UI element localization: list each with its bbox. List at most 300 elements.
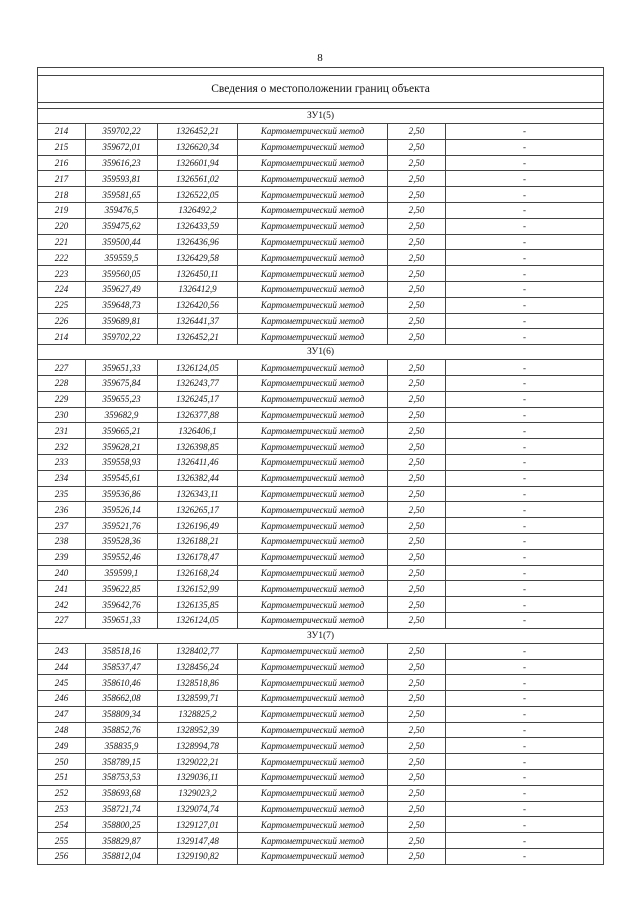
x-coordinate-cell: 358835,9 [86,738,158,754]
x-coordinate-cell: 358610,46 [86,675,158,691]
accuracy-cell: 2,50 [388,565,446,581]
x-coordinate-cell: 359651,33 [86,360,158,376]
table-row [38,675,604,691]
accuracy-cell: 2,50 [388,391,446,407]
accuracy-cell: 2,50 [388,502,446,518]
point-number-cell: 223 [38,266,86,282]
method-cell: Картометрический метод [238,754,388,770]
method-cell: Картометрический метод [238,171,388,187]
point-number-cell: 255 [38,833,86,849]
table-row [38,375,604,391]
point-number-cell: 218 [38,187,86,203]
table-row [38,612,604,628]
section-name: ЗУ1(5) [38,109,604,124]
description-cell: - [446,833,604,849]
x-coordinate-cell: 359682,9 [86,407,158,423]
point-number-cell: 246 [38,691,86,707]
table-row [38,329,604,345]
x-coordinate-cell: 359581,65 [86,187,158,203]
table-title: Сведения о местоположении границ объекта [38,76,604,103]
description-cell: - [446,313,604,329]
method-cell: Картометрический метод [238,266,388,282]
method-cell: Картометрический метод [238,281,388,297]
table-row [38,266,604,282]
description-cell: - [446,407,604,423]
y-coordinate-cell: 1326601,94 [158,155,238,171]
method-cell: Картометрический метод [238,549,388,565]
x-coordinate-cell: 359627,49 [86,281,158,297]
point-number-cell: 227 [38,612,86,628]
point-number-cell: 214 [38,124,86,140]
y-coordinate-cell: 1326441,37 [158,313,238,329]
y-coordinate-cell: 1326406,1 [158,423,238,439]
method-cell: Картометрический метод [238,313,388,329]
description-cell: - [446,470,604,486]
y-coordinate-cell: 1326452,21 [158,124,238,140]
point-number-cell: 230 [38,407,86,423]
x-coordinate-cell: 358852,76 [86,722,158,738]
point-number-cell: 236 [38,502,86,518]
section-name: ЗУ1(7) [38,628,604,643]
accuracy-cell: 2,50 [388,691,446,707]
description-cell: - [446,612,604,628]
y-coordinate-cell: 1326178,47 [158,549,238,565]
accuracy-cell: 2,50 [388,833,446,849]
method-cell: Картометрический метод [238,502,388,518]
y-coordinate-cell: 1329023,2 [158,785,238,801]
method-cell: Картометрический метод [238,218,388,234]
accuracy-cell: 2,50 [388,706,446,722]
method-cell: Картометрический метод [238,581,388,597]
accuracy-cell: 2,50 [388,659,446,675]
y-coordinate-cell: 1328599,71 [158,691,238,707]
accuracy-cell: 2,50 [388,801,446,817]
method-cell: Картометрический метод [238,849,388,865]
accuracy-cell: 2,50 [388,297,446,313]
table-row [38,454,604,470]
x-coordinate-cell: 359476,5 [86,202,158,218]
description-cell: - [446,565,604,581]
x-coordinate-cell: 359665,21 [86,423,158,439]
point-number-cell: 219 [38,202,86,218]
title-row [38,76,604,103]
table-row [38,706,604,722]
description-cell: - [446,738,604,754]
description-cell: - [446,454,604,470]
y-coordinate-cell: 1326433,59 [158,218,238,234]
method-cell: Картометрический метод [238,250,388,266]
accuracy-cell: 2,50 [388,722,446,738]
description-cell: - [446,266,604,282]
x-coordinate-cell: 359655,23 [86,391,158,407]
method-cell: Картометрический метод [238,375,388,391]
point-number-cell: 248 [38,722,86,738]
description-cell: - [446,234,604,250]
point-number-cell: 245 [38,675,86,691]
accuracy-cell: 2,50 [388,250,446,266]
method-cell: Картометрический метод [238,659,388,675]
x-coordinate-cell: 358693,68 [86,785,158,801]
description-cell: - [446,675,604,691]
table-row [38,124,604,140]
accuracy-cell: 2,50 [388,486,446,502]
method-cell: Картометрический метод [238,423,388,439]
coordinates-table [37,67,604,865]
table-row [38,518,604,534]
x-coordinate-cell: 359526,14 [86,502,158,518]
description-cell: - [446,722,604,738]
accuracy-cell: 2,50 [388,549,446,565]
method-cell: Картометрический метод [238,833,388,849]
accuracy-cell: 2,50 [388,612,446,628]
x-coordinate-cell: 359628,21 [86,439,158,455]
x-coordinate-cell: 359599,1 [86,565,158,581]
section-header-row [38,345,604,360]
point-number-cell: 232 [38,439,86,455]
point-number-cell: 227 [38,360,86,376]
description-cell: - [446,155,604,171]
method-cell: Картометрический метод [238,706,388,722]
point-number-cell: 241 [38,581,86,597]
method-cell: Картометрический метод [238,439,388,455]
point-number-cell: 214 [38,329,86,345]
method-cell: Картометрический метод [238,486,388,502]
x-coordinate-cell: 358753,53 [86,770,158,786]
point-number-cell: 228 [38,375,86,391]
method-cell: Картометрический метод [238,691,388,707]
description-cell: - [446,375,604,391]
description-cell: - [446,533,604,549]
y-coordinate-cell: 1326492,2 [158,202,238,218]
table-row [38,738,604,754]
accuracy-cell: 2,50 [388,785,446,801]
y-coordinate-cell: 1329036,11 [158,770,238,786]
table-row [38,139,604,155]
point-number-cell: 244 [38,659,86,675]
description-cell: - [446,391,604,407]
x-coordinate-cell: 359558,93 [86,454,158,470]
accuracy-cell: 2,50 [388,124,446,140]
accuracy-cell: 2,50 [388,597,446,613]
point-number-cell: 250 [38,754,86,770]
table-row [38,581,604,597]
method-cell: Картометрический метод [238,124,388,140]
y-coordinate-cell: 1326124,05 [158,612,238,628]
table-row [38,533,604,549]
description-cell: - [446,770,604,786]
method-cell: Картометрический метод [238,738,388,754]
description-cell: - [446,785,604,801]
y-coordinate-cell: 1326450,11 [158,266,238,282]
accuracy-cell: 2,50 [388,281,446,297]
table-row [38,833,604,849]
description-cell: - [446,124,604,140]
x-coordinate-cell: 359642,76 [86,597,158,613]
table-row [38,313,604,329]
y-coordinate-cell: 1326522,05 [158,187,238,203]
point-number-cell: 238 [38,533,86,549]
point-number-cell: 256 [38,849,86,865]
point-number-cell: 215 [38,139,86,155]
accuracy-cell: 2,50 [388,171,446,187]
description-cell: - [446,187,604,203]
table-row [38,502,604,518]
accuracy-cell: 2,50 [388,754,446,770]
y-coordinate-cell: 1326243,77 [158,375,238,391]
description-cell: - [446,423,604,439]
point-number-cell: 235 [38,486,86,502]
description-cell: - [446,502,604,518]
y-coordinate-cell: 1326436,96 [158,234,238,250]
x-coordinate-cell: 359536,86 [86,486,158,502]
method-cell: Картометрический метод [238,597,388,613]
y-coordinate-cell: 1328456,24 [158,659,238,675]
description-cell: - [446,486,604,502]
y-coordinate-cell: 1329190,82 [158,849,238,865]
page-number: 8 [317,52,323,64]
table-row [38,817,604,833]
accuracy-cell: 2,50 [388,187,446,203]
y-coordinate-cell: 1326412,9 [158,281,238,297]
description-cell: - [446,171,604,187]
method-cell: Картометрический метод [238,407,388,423]
point-number-cell: 252 [38,785,86,801]
method-cell: Картометрический метод [238,454,388,470]
method-cell: Картометрический метод [238,817,388,833]
method-cell: Картометрический метод [238,187,388,203]
method-cell: Картометрический метод [238,770,388,786]
table-row [38,659,604,675]
method-cell: Картометрический метод [238,643,388,659]
description-cell: - [446,754,604,770]
description-cell: - [446,297,604,313]
y-coordinate-cell: 1326124,05 [158,360,238,376]
point-number-cell: 253 [38,801,86,817]
x-coordinate-cell: 358812,04 [86,849,158,865]
method-cell: Картометрический метод [238,533,388,549]
accuracy-cell: 2,50 [388,817,446,833]
description-cell: - [446,706,604,722]
x-coordinate-cell: 359616,23 [86,155,158,171]
accuracy-cell: 2,50 [388,329,446,345]
accuracy-cell: 2,50 [388,643,446,659]
accuracy-cell: 2,50 [388,266,446,282]
accuracy-cell: 2,50 [388,218,446,234]
accuracy-cell: 2,50 [388,738,446,754]
point-number-cell: 224 [38,281,86,297]
accuracy-cell: 2,50 [388,407,446,423]
accuracy-cell: 2,50 [388,202,446,218]
y-coordinate-cell: 1326196,49 [158,518,238,534]
section-header-row [38,109,604,124]
y-coordinate-cell: 1328402,77 [158,643,238,659]
point-number-cell: 249 [38,738,86,754]
table-row [38,297,604,313]
accuracy-cell: 2,50 [388,533,446,549]
x-coordinate-cell: 359560,05 [86,266,158,282]
method-cell: Картометрический метод [238,675,388,691]
y-coordinate-cell: 1326245,17 [158,391,238,407]
y-coordinate-cell: 1326452,21 [158,329,238,345]
point-number-cell: 226 [38,313,86,329]
y-coordinate-cell: 1328825,2 [158,706,238,722]
method-cell: Картометрический метод [238,360,388,376]
table-row [38,423,604,439]
description-cell: - [446,439,604,455]
point-number-cell: 247 [38,706,86,722]
table-body [38,68,604,865]
description-cell: - [446,691,604,707]
description-cell: - [446,218,604,234]
y-coordinate-cell: 1326411,46 [158,454,238,470]
accuracy-cell: 2,50 [388,581,446,597]
accuracy-cell: 2,50 [388,139,446,155]
method-cell: Картометрический метод [238,234,388,250]
point-number-cell: 251 [38,770,86,786]
x-coordinate-cell: 359593,81 [86,171,158,187]
table-row [38,801,604,817]
method-cell: Картометрический метод [238,297,388,313]
description-cell: - [446,849,604,865]
x-coordinate-cell: 359622,85 [86,581,158,597]
table-row [38,565,604,581]
y-coordinate-cell: 1328952,39 [158,722,238,738]
method-cell: Картометрический метод [238,202,388,218]
table-row [38,407,604,423]
table-row [38,486,604,502]
description-cell: - [446,139,604,155]
x-coordinate-cell: 359648,73 [86,297,158,313]
x-coordinate-cell: 359651,33 [86,612,158,628]
method-cell: Картометрический метод [238,801,388,817]
point-number-cell: 225 [38,297,86,313]
table-row [38,643,604,659]
description-cell: - [446,518,604,534]
method-cell: Картометрический метод [238,565,388,581]
x-coordinate-cell: 358789,15 [86,754,158,770]
x-coordinate-cell: 358662,08 [86,691,158,707]
table-row [38,250,604,266]
accuracy-cell: 2,50 [388,423,446,439]
y-coordinate-cell: 1326343,11 [158,486,238,502]
method-cell: Картометрический метод [238,139,388,155]
section-header-row [38,628,604,643]
x-coordinate-cell: 359528,36 [86,533,158,549]
table-row [38,597,604,613]
accuracy-cell: 2,50 [388,439,446,455]
point-number-cell: 233 [38,454,86,470]
description-cell: - [446,329,604,345]
y-coordinate-cell: 1329127,01 [158,817,238,833]
y-coordinate-cell: 1328518,86 [158,675,238,691]
y-coordinate-cell: 1326135,85 [158,597,238,613]
accuracy-cell: 2,50 [388,675,446,691]
x-coordinate-cell: 359559,5 [86,250,158,266]
y-coordinate-cell: 1326377,88 [158,407,238,423]
point-number-cell: 254 [38,817,86,833]
method-cell: Картометрический метод [238,329,388,345]
point-number-cell: 237 [38,518,86,534]
accuracy-cell: 2,50 [388,770,446,786]
table-row [38,281,604,297]
x-coordinate-cell: 358809,34 [86,706,158,722]
y-coordinate-cell: 1326265,17 [158,502,238,518]
table-row [38,391,604,407]
table-row [38,849,604,865]
method-cell: Картометрический метод [238,470,388,486]
blank-row [38,68,604,76]
accuracy-cell: 2,50 [388,454,446,470]
table-row [38,360,604,376]
point-number-cell: 221 [38,234,86,250]
y-coordinate-cell: 1329147,48 [158,833,238,849]
point-number-cell: 240 [38,565,86,581]
x-coordinate-cell: 358829,87 [86,833,158,849]
method-cell: Картометрический метод [238,155,388,171]
y-coordinate-cell: 1326620,34 [158,139,238,155]
point-number-cell: 216 [38,155,86,171]
method-cell: Картометрический метод [238,785,388,801]
point-number-cell: 239 [38,549,86,565]
y-coordinate-cell: 1329074,74 [158,801,238,817]
y-coordinate-cell: 1328994,78 [158,738,238,754]
accuracy-cell: 2,50 [388,470,446,486]
y-coordinate-cell: 1326382,44 [158,470,238,486]
accuracy-cell: 2,50 [388,313,446,329]
description-cell: - [446,581,604,597]
method-cell: Картометрический метод [238,518,388,534]
description-cell: - [446,659,604,675]
method-cell: Картометрический метод [238,722,388,738]
point-number-cell: 222 [38,250,86,266]
point-number-cell: 231 [38,423,86,439]
accuracy-cell: 2,50 [388,518,446,534]
table-row [38,187,604,203]
point-number-cell: 242 [38,597,86,613]
description-cell: - [446,643,604,659]
description-cell: - [446,597,604,613]
x-coordinate-cell: 358800,25 [86,817,158,833]
point-number-cell: 220 [38,218,86,234]
y-coordinate-cell: 1326398,85 [158,439,238,455]
method-cell: Картометрический метод [238,391,388,407]
table-row [38,785,604,801]
table-row [38,754,604,770]
table-row [38,234,604,250]
description-cell: - [446,360,604,376]
description-cell: - [446,801,604,817]
x-coordinate-cell: 359672,01 [86,139,158,155]
table-row [38,439,604,455]
table-row [38,155,604,171]
point-number-cell: 243 [38,643,86,659]
table-row [38,470,604,486]
table-row [38,691,604,707]
method-cell: Картометрический метод [238,612,388,628]
x-coordinate-cell: 359552,46 [86,549,158,565]
description-cell: - [446,202,604,218]
description-cell: - [446,549,604,565]
point-number-cell: 217 [38,171,86,187]
x-coordinate-cell: 359475,62 [86,218,158,234]
x-coordinate-cell: 359521,76 [86,518,158,534]
y-coordinate-cell: 1326561,02 [158,171,238,187]
accuracy-cell: 2,50 [388,234,446,250]
y-coordinate-cell: 1329022,21 [158,754,238,770]
y-coordinate-cell: 1326168,24 [158,565,238,581]
accuracy-cell: 2,50 [388,155,446,171]
x-coordinate-cell: 359500,44 [86,234,158,250]
